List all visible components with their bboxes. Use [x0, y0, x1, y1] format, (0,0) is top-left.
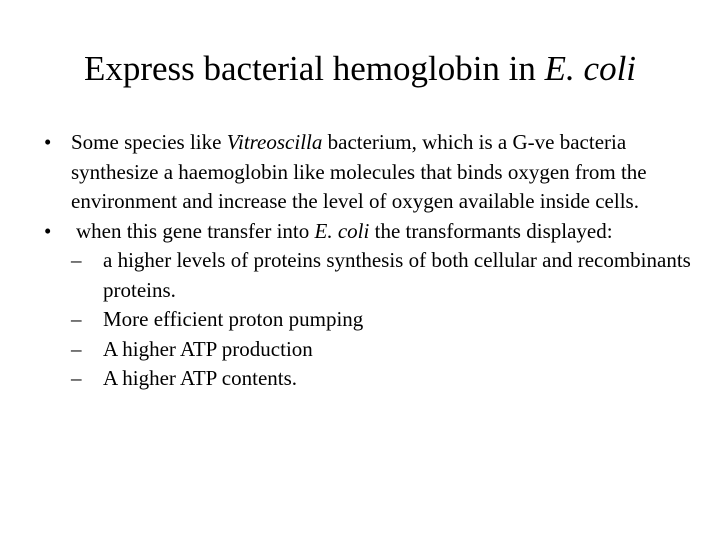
sub-bullet-text: a higher levels of proteins synthesis of both cellular and recombinants proteins.: [103, 248, 691, 302]
sub-bullet-item: [44, 246, 694, 305]
slide-title-text: Express bacterial hemoglobin in: [83, 49, 545, 88]
slide-title: [0, 44, 720, 94]
bullet-text: when this gene transfer into: [76, 218, 315, 243]
dash-marker: –: [71, 366, 82, 390]
sub-bullet-item: [44, 335, 694, 365]
dash-marker: –: [71, 248, 82, 272]
sub-bullet-text: A higher ATP production: [103, 336, 313, 361]
bullet-marker: •: [44, 130, 52, 154]
slide-body: [44, 128, 694, 394]
bullet-marker: •: [44, 218, 52, 243]
bullet-text-rest: bacterium, which is a G-ve bacteria synthesize a haemoglobin like molecules that binds oxygen from the environment and increase the level of oxygen available inside cells.: [71, 130, 647, 213]
sub-bullet-text: More efficient proton pumping: [103, 307, 364, 331]
sub-bullet-text: A higher ATP contents.: [103, 366, 298, 390]
bullet-item: [44, 128, 694, 217]
bullet-text-rest: the transformants displayed:: [369, 218, 613, 243]
bullet-item: [44, 217, 694, 247]
sub-bullet-item: [44, 364, 694, 394]
dash-marker: –: [71, 307, 82, 331]
slide-title-italic: E. coli: [544, 49, 637, 88]
bullet-italic-term: Vitreoscilla: [226, 130, 323, 154]
bullet-italic-term: E. coli: [314, 218, 370, 243]
bullet-text: Some species like: [71, 130, 227, 154]
dash-marker: –: [71, 336, 82, 361]
sub-bullet-item: [44, 305, 694, 335]
